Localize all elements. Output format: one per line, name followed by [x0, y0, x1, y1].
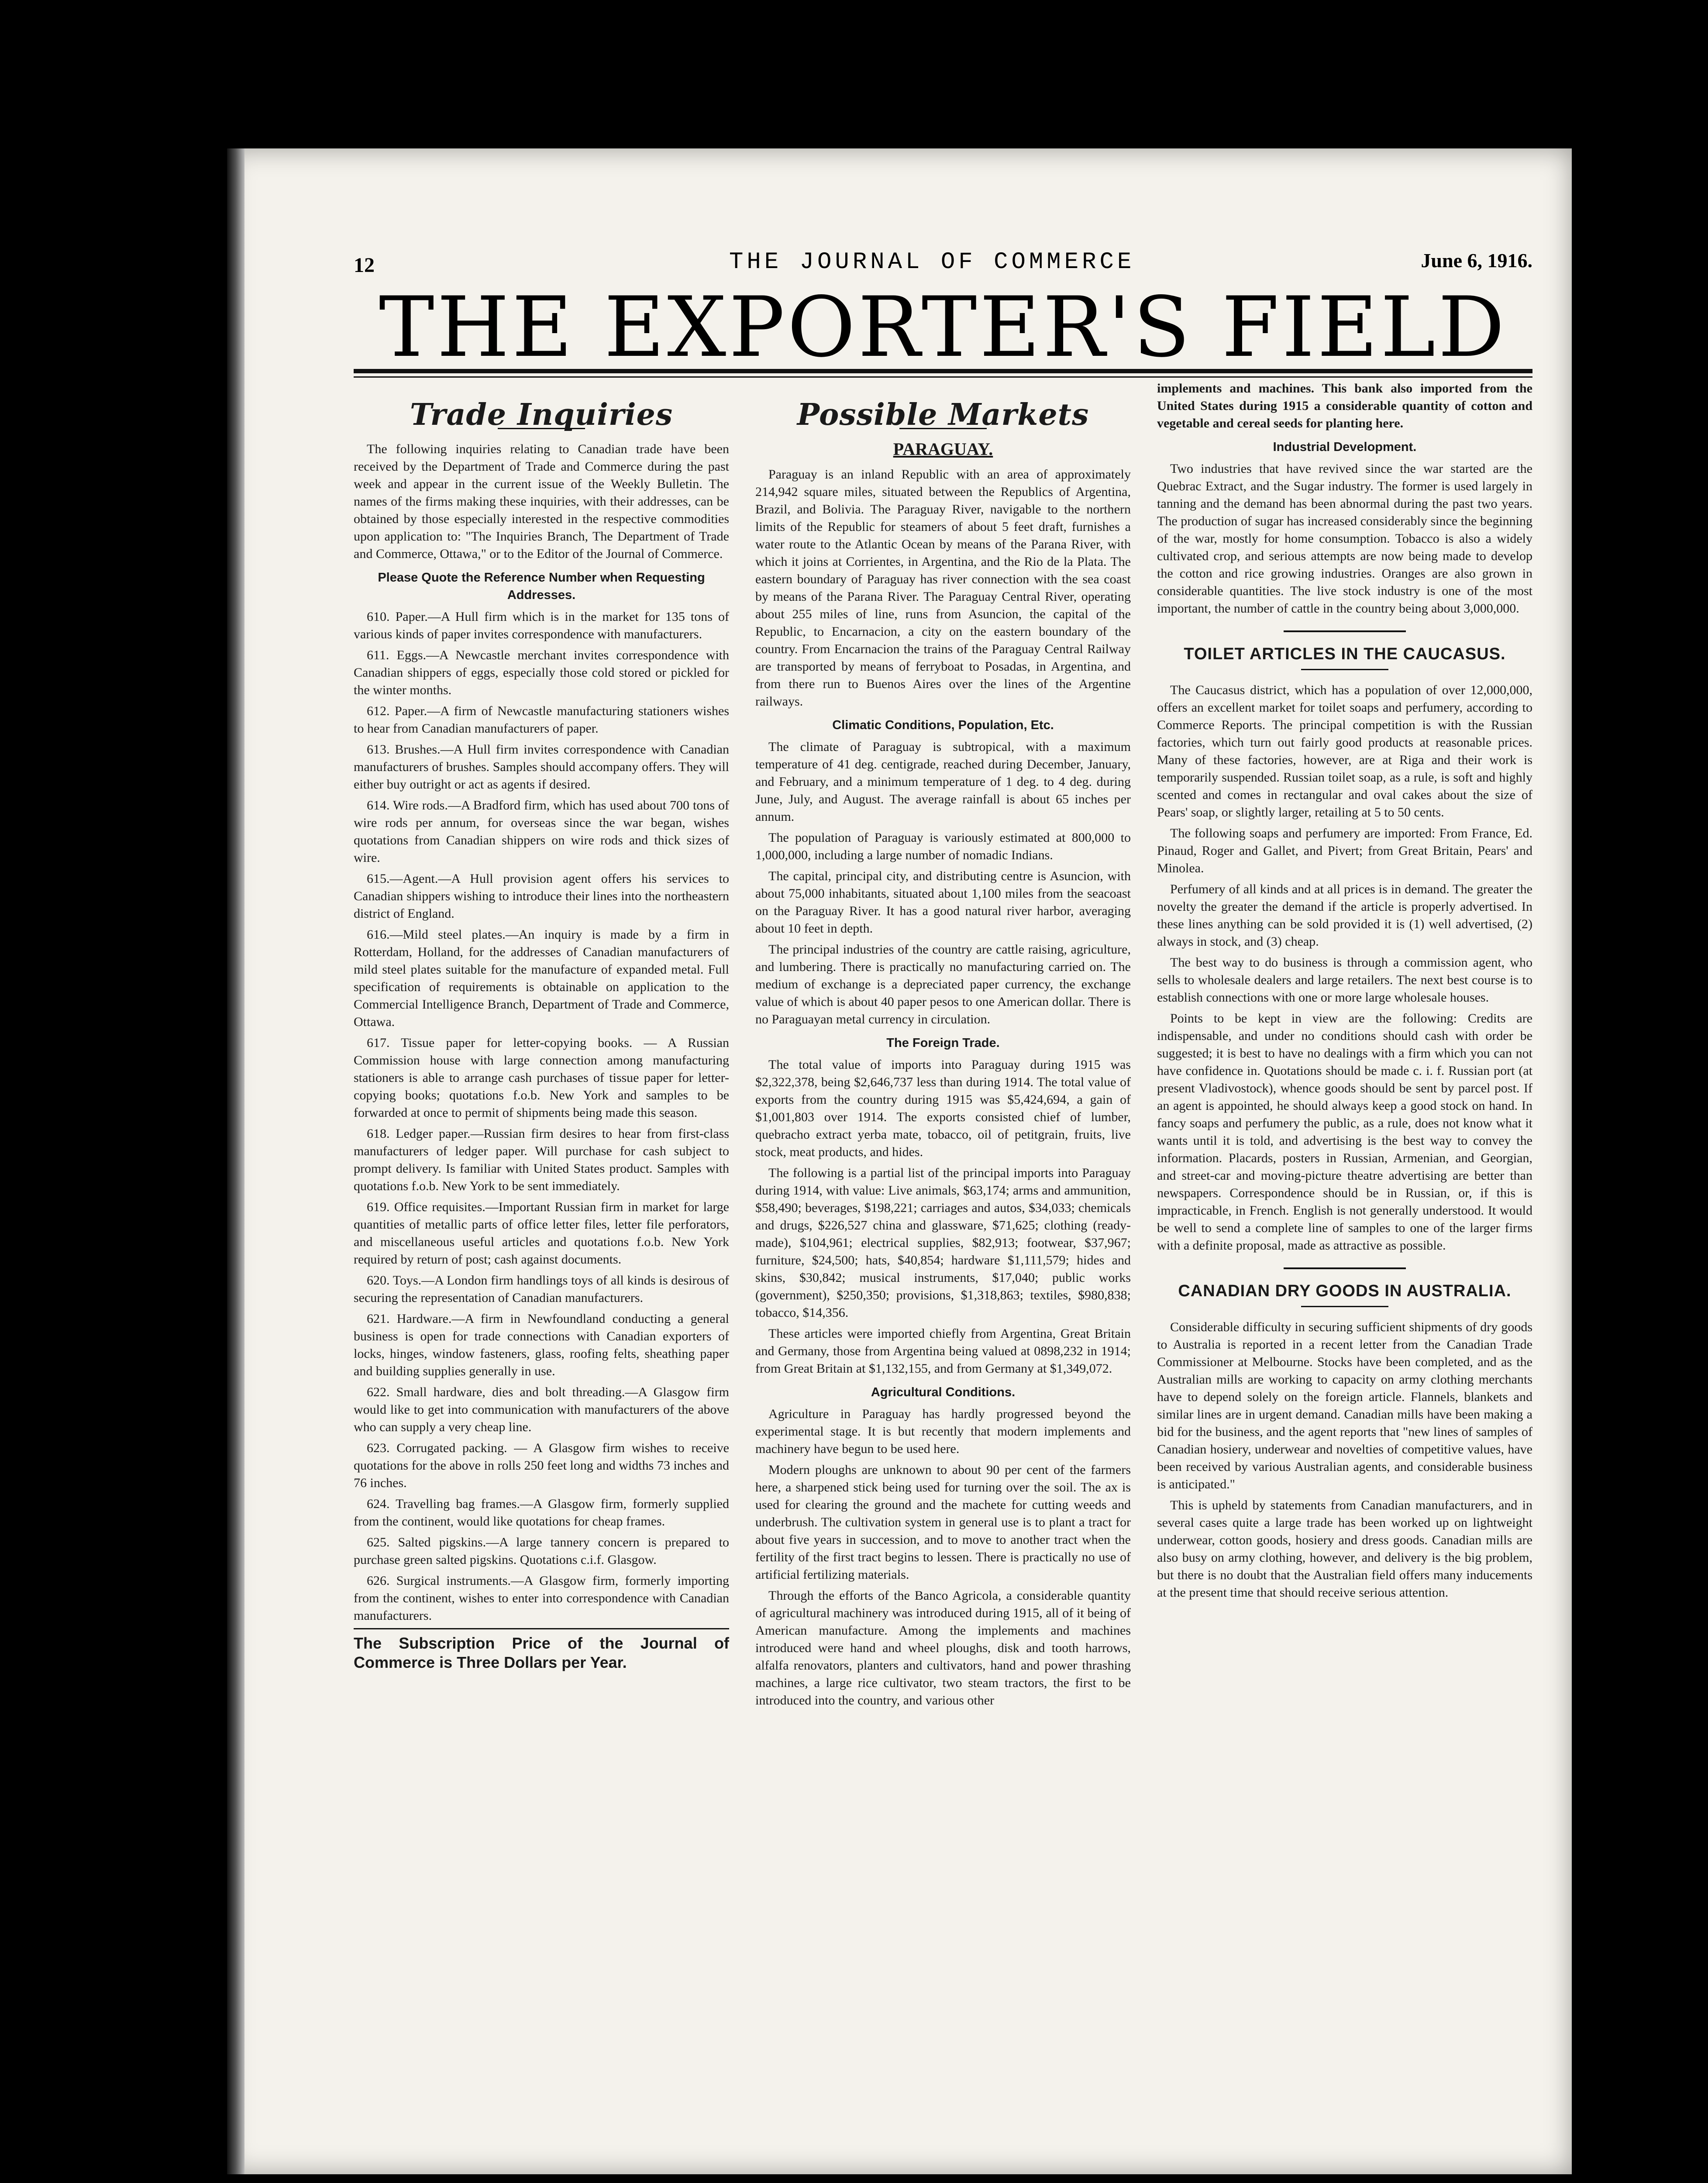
- subheading: Industrial Development.: [1273, 440, 1417, 454]
- paragraph: implements and machines. This bank also imported from the United States during 1915 a considerable quantity of cotton and vegetable and cereal seeds for planting here.: [1157, 381, 1532, 430]
- article-separator: [1284, 630, 1406, 632]
- inquiry-item: 614. Wire rods.—A Bradford firm, which has used about 700 tons of wire rods per annum, for overseas since the war began, wishes quotations from Canadian shippers on wire rods and thick sizes of wire.: [354, 798, 729, 865]
- inquiry-item: 625. Salted pigskins.—A large tannery concern is prepared to purchase green salted pigskins. Quotations c.i.f. Glasgow.: [354, 1535, 729, 1567]
- paragraph: The following soaps and perfumery are imported: From France, Ed. Pinaud, Roger and Gallet, and Pivert; from Great Britain, Pears' and Minolea.: [1157, 826, 1532, 875]
- inquiry-item: 620. Toys.—A London firm handlings toys of all kinds is desirous of securing the representation of Canadian manufacturers.: [354, 1273, 729, 1305]
- inquiry-item: 626. Surgical instruments.—A Glasgow firm, formerly importing from the continent, wishes to enter into correspondence with Canadian manufacturers.: [354, 1574, 729, 1623]
- column-trade-inquiries: [354, 384, 729, 1676]
- subheading: Agricultural Conditions.: [871, 1385, 1016, 1399]
- paragraph: The climate of Paraguay is subtropical, with a maximum temperature of 41 deg. centigrade, reached during December, January, and February, and a minimum temperature of 1 deg. to 4 deg. during June, July, and August. The average rainfall is about 65 inches per annum.: [755, 740, 1131, 824]
- inquiry-item: 619. Office requisites.—Important Russian firm in market for large quantities of metallic parts of office letter files, letter file perforators, and miscellaneous useful articles and quotations f.o.b. New York required by return of post; cash against documents.: [354, 1200, 729, 1267]
- inquiry-item: 611. Eggs.—A Newcastle merchant invites correspondence with Canadian shippers of eggs, especially those cold stored or pickled for the winter months.: [354, 648, 729, 697]
- paragraph: The Caucasus district, which has a population of over 12,000,000, offers an excellent market for toilet soaps and perfumery, according to Commerce Reports. The principal competition is with the Russian factories, which turn out fairly good products at reasonable prices. Many of these factories, however, are at Riga and their work is temporarily suspended. Russian toilet soap, as a rule, is soft and highly scented and comes in rectangular and oval cakes about the size of Pears' soap, or slightly larger, retailing at 5 to 50 cents.: [1157, 683, 1532, 819]
- inquiry-item: 613. Brushes.—A Hull firm invites correspondence with Canadian manufacturers of brushes. Samples should accompany offers. They will either buy outright or act as agents if desired.: [354, 742, 729, 792]
- paragraph: The population of Paraguay is variously estimated at 800,000 to 1,000,000, including a large number of nomadic Indians.: [755, 830, 1131, 862]
- journal-title: THE JOURNAL OF COMMERCE: [729, 249, 1135, 275]
- paragraph: Perfumery of all kinds and at all prices is in demand. The greater the novelty the greater the demand if the article is properly advertised. In these lines anything can be sold provided it is (1) well advertised, (2) always in stock, and (3) cheap.: [1157, 882, 1532, 949]
- inquiry-list: [354, 608, 729, 1625]
- heading-trade-inquiries: Trade Inquiries: [410, 397, 673, 432]
- inquiry-item: 622. Small hardware, dies and bolt threading.—A Glasgow firm would like to get into communication with manufacturers of the above who can supply a very cheap line.: [354, 1385, 729, 1434]
- inquiry-item: 617. Tissue paper for letter-copying books. — A Russian Commission house with large connection among manufacturing stationers is able to arrange cash purchases of tissue paper for letter-copying books; quotations f.o.b. New York and samples to be forwarded at once to permit of shipments being made this season.: [354, 1036, 729, 1120]
- paragraph: The capital, principal city, and distributing centre is Asuncion, with about 75,000 inhabitants, situated about 1,100 miles from the seacoast on the Paraguay River. It has a good natural river harbor, averaging about 10 feet in depth.: [755, 869, 1131, 936]
- heading-possible-markets: Possible Markets: [797, 397, 1089, 432]
- page-binding-shadow: [227, 148, 244, 2174]
- inquiry-item: 615.—Agent.—A Hull provision agent offers his services to Canadian shippers wishing to introduce their lines into the northeastern district of England.: [354, 871, 729, 921]
- masthead-rule-thin: [354, 376, 1532, 378]
- paragraph: Considerable difficulty in securing sufficient shipments of dry goods to Australia is reported in a recent letter from the Canadian Trade Commissioner at Melbourne. Stocks have been completed, and as the Australian mills are working to capacity on army clothing merchants have to depend solely on the foreign article. Flannels, blankets and similar lines are in urgent demand. Canadian mills have been making a bid for the business, and the agent reports that "new lines of samples of Canadian hosiery, underwear and novelties of competitive values, have been received by various Australian agents, and considerable business is anticipated.": [1157, 1320, 1532, 1491]
- paragraph: This is upheld by statements from Canadian manufacturers, and in several cases quite a large trade has been worked up on lightweight underwear, cotton goods, hosiery and dress goods. Canadian mills are also busy on army clothing, however, and delivery is the big problem, but there is no doubt that the Australian field offers many inducements at the present time that should receive serious attention.: [1157, 1498, 1532, 1600]
- issue-date: June 6, 1916.: [1421, 249, 1532, 272]
- paragraph: Paraguay is an inland Republic with an area of approximately 214,942 square miles, situated between the Republics of Argentina, Brazil, and Bolivia. The Paraguay River, navigable to the northern limits of the Republic for steamers of about 5 feet draft, furnishes a water route to the Atlantic Ocean by means of the Parana River, with which it joins at Corrientes, in Argentina, and the Rio de la Plata. The eastern boundary of Paraguay has river connection with the sea coast by means of the Parana River. The Paraguay Central River, operating about 255 miles of line, runs from Asuncion, the capital of the Republic, to Encarnacion, a city on the eastern boundary of the country. From Encarnacion the trains of the Paraguay Central Railway are transported by means of ferryboat to Posadas, in Argentina, and from there run to Buenos Aires over the lines of the Argentine railways.: [755, 467, 1131, 709]
- article-separator: [1284, 1267, 1406, 1269]
- newspaper-page: [227, 148, 1572, 2174]
- inquiry-item: 623. Corrugated packing. — A Glasgow firm wishes to receive quotations for the above in rolls 250 feet long and widths 73 inches and 76 inches.: [354, 1441, 729, 1490]
- section-masthead: THE EXPORTER'S FIELD: [379, 279, 1508, 375]
- paragraph: Points to be kept in view are the following: Credits are indispensable, and under no conditions should cash with order be suggested; it is best to have no dealings with a firm which you can not have confidence in. Quotations should be made c. i. f. Russian port (at present Vladivostock), whence goods should be sent by parcel post. If an agent is appointed, he should always keep a good stock on hand. In fancy soaps and perfumery the public, as a rule, does not know what it wants until it is told, and advertising is the best way to convey the information. Placards, posters in Russian, Armenian, and Georgian, and street-car and moving-picture theatre advertising are better than newspapers. Correspondence should be in Russian, or, if this is impracticable, in French. English is not generally understood. It would be well to send a complete line of samples to one of the larger firms with a definite proposal, made as attractive as possible.: [1157, 1011, 1532, 1253]
- country-heading: PARAGUAY.: [893, 439, 993, 459]
- inquiry-item: 618. Ledger paper.—Russian firm desires to hear from first-class manufacturers of ledger paper. Will purchase for cash subject to prompt delivery. Is familiar with United States product. Samples with quotations f.o.b. New York to be sent immediately.: [354, 1126, 729, 1193]
- paragraph: Modern ploughs are unknown to about 90 per cent of the farmers here, a sharpened stick being used for turning over the soil. The ax is used for clearing the ground and the machete for cutting weeds and underbrush. The cultivation system in general use is to plant a tract for about five years in succession, and to move to another tract when the fertility of the first tract begins to lessen. There is practically no use of artificial fertilizing materials.: [755, 1463, 1131, 1582]
- running-header: [354, 249, 1532, 284]
- paragraph: The following is a partial list of the principal imports into Paraguay during 1914, with value: Live animals, $63,174; arms and ammunition, $58,490; beverages, $198,221; carriages and autos, $34,033; chemicals and drugs, $226,527 china and glassware, $71,625; clothing (ready-made), $104,961; electrical supplies, $82,913; footwear, $37,967; furniture, $24,500; hats, $40,854; hardware $1,111,579; hides and skins, $30,842; musical instruments, $17,040; public works (government), $250,350; provisions, $1,318,863; textiles, $980,838; tobacco, $14,356.: [755, 1166, 1131, 1320]
- page-number: 12: [354, 254, 375, 277]
- heading-dry-goods: CANADIAN DRY GOODS IN AUSTRALIA.: [1178, 1282, 1512, 1300]
- paragraph: Agriculture in Paraguay has hardly progressed beyond the experimental stage. It is but recently that modern implements and machinery have begun to be used here.: [755, 1407, 1131, 1456]
- inquiry-item: 616.—Mild steel plates.—An inquiry is made by a firm in Rotterdam, Holland, for the addresses of Canadian manufacturers of mild steel plates suitable for the manufacture of expanded metal. Full specification of requirements is obtainable on application to the Commercial Intelligence Branch, Department of Trade and Commerce, Ottawa.: [354, 927, 729, 1029]
- paragraph: These articles were imported chiefly from Argentina, Great Britain and Germany, those from Argentina being valued at 0898,232 in 1914; from Great Britain at $1,132,155, and from Germany at $1,349,072.: [755, 1326, 1131, 1376]
- subheading: The Foreign Trade.: [886, 1036, 1000, 1050]
- paragraph: Through the efforts of the Banco Agricola, a considerable quantity of agricultural machinery was introduced during 1915, all of it being of American manufacture. Among the implements and machines introduced were hand and wheel ploughs, disk and tooth harrows, alfalfa renovators, planters and cultivators, hand and power thrashing machines, a large rice cultivator, two steam tractors, the first to be introduced into the country, and various other: [755, 1588, 1131, 1708]
- paragraph: Two industries that have revived since the war started are the Quebrac Extract, and the Sugar industry. The former is used largely in tanning and the demand has been abnormal during the past two years. The production of sugar has increased considerably since the beginning of the war, mostly for home consumption. Tobacco is also a widely cultivated crop, and serious attempts are now being made to develop the cotton and rice growing industries. Oranges are also grown in considerable quantities. The live stock industry is one of the most important, the number of cattle in the country being about 3,000,000.: [1157, 461, 1532, 616]
- heading-underline: [1301, 669, 1388, 670]
- inquiry-item: 624. Travelling bag frames.—A Glasgow firm, formerly supplied from the continent, would like quotations for cheap frames.: [354, 1497, 729, 1529]
- subscription-notice: The Subscription Price of the Journal of Commerce is Three Dollars per Year.: [354, 1628, 729, 1672]
- intro-paragraph: The following inquiries relating to Canadian trade have been received by the Department of Trade and Commerce during the past week and appear in the current issue of the Weekly Bulletin. The names of the firms making these inquiries, with their addresses, can be obtained by those especially interested in the respective commodities upon application to: "The Inquiries Branch, The Department of Trade and Commerce, Ottawa," or to the Editor of the Journal of Commerce.: [354, 442, 729, 561]
- reference-notice: Please Quote the Reference Number when Requesting Addresses.: [378, 571, 705, 602]
- heading-toilet-articles: TOILET ARTICLES IN THE CAUCASUS.: [1184, 645, 1506, 663]
- inquiry-item: 610. Paper.—A Hull firm which is in the market for 135 tons of various kinds of paper invites correspondence with manufacturers.: [354, 609, 729, 641]
- heading-underline: [1301, 1306, 1388, 1307]
- masthead-rule: [354, 369, 1532, 373]
- paragraph: The total value of imports into Paraguay during 1915 was $2,322,378, being $2,646,737 less than during 1914. The total value of exports from the country during 1915 was $5,424,694, a gain of $1,001,803 over 1914. The exports consisted chief of lumber, quebracho extract yerba mate, tobacco, oil of petitgrain, fruits, live stock, meat products, and hides.: [755, 1057, 1131, 1159]
- inquiry-item: 621. Hardware.—A firm in Newfoundland conducting a general business is open for trade connections with Canadian exporters of locks, hinges, window fasteners, glass, roofing felts, sheathing paper and building supplies generally in use.: [354, 1312, 729, 1378]
- column-right: [1157, 380, 1532, 1605]
- paragraph: The best way to do business is through a commission agent, who sells to wholesale dealers and large retailers. The next best course is to establish connections with one or more large wholesale houses.: [1157, 955, 1532, 1005]
- inquiry-item: 612. Paper.—A firm of Newcastle manufacturing stationers wishes to hear from Canadian manufacturers of paper.: [354, 704, 729, 736]
- paragraph: The principal industries of the country are cattle raising, agriculture, and lumbering. There is practically no manufacturing carried on. The medium of exchange is a depreciated paper currency, the exchange value of which is about 40 paper pesos to one American dollar. There is no Paraguayan metal currency in circulation.: [755, 942, 1131, 1026]
- subheading: Climatic Conditions, Population, Etc.: [832, 718, 1054, 732]
- column-possible-markets: [755, 384, 1131, 1713]
